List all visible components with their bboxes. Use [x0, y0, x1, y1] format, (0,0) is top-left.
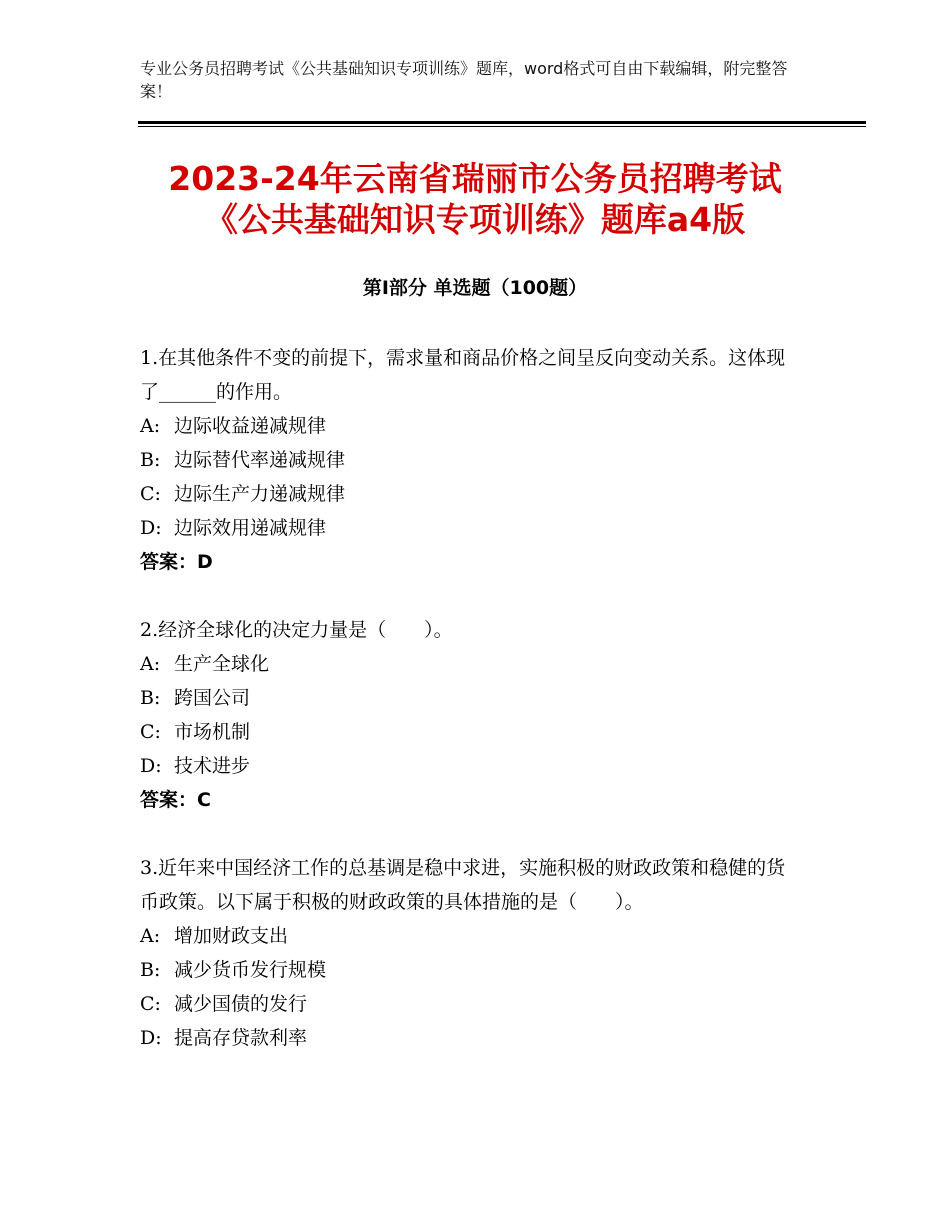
option-text: 市场机制	[174, 721, 251, 743]
header-divider-thick	[138, 121, 866, 124]
option-text: 减少国债的发行	[174, 993, 308, 1015]
section-title: 第Ⅰ部分 单选题（100题）	[362, 277, 588, 299]
option-key: A:	[140, 925, 161, 947]
document-title-line-2: 《公共基础知识专项训练》题库a4版	[204, 200, 746, 239]
option-text: 减少货币发行规模	[174, 959, 327, 981]
option-text: 边际收益递减规律	[174, 415, 327, 437]
option-text: 跨国公司	[174, 687, 251, 709]
option-key: D:	[140, 517, 162, 539]
option-d	[140, 749, 800, 783]
option-key: C:	[140, 721, 161, 743]
option-text: 边际替代率递减规律	[174, 449, 346, 471]
option-a	[140, 647, 800, 681]
option-a	[140, 409, 800, 443]
option-a	[140, 919, 800, 953]
option-c	[140, 715, 800, 749]
question-stem: 2.经济全球化的决定力量是（ ）。	[140, 619, 453, 641]
option-d	[140, 511, 800, 545]
header-note: 专业公务员招聘考试《公共基础知识专项训练》题库，word格式可自由下载编辑，附完整答案！	[140, 59, 788, 101]
question-stem: 1.在其他条件不变的前提下，需求量和商品价格之间呈反向变动关系。这体现了______的作用。	[140, 347, 786, 403]
document-title	[0, 158, 950, 240]
option-text: 提高存贷款利率	[174, 1027, 308, 1049]
header-divider-thin	[138, 126, 866, 127]
option-key: B:	[140, 959, 161, 981]
document-title-line-1: 2023-24年云南省瑞丽市公务员招聘考试	[168, 159, 782, 198]
option-key: B:	[140, 687, 161, 709]
option-text: 增加财政支出	[174, 925, 289, 947]
option-key: D:	[140, 755, 162, 777]
question-stem: 3.近年来中国经济工作的总基调是稳中求进，实施积极的财政政策和稳健的货币政策。以下属于积极的财政政策的具体措施的是（ ）。	[140, 857, 786, 913]
question-list	[140, 341, 800, 1089]
question-2	[140, 613, 800, 817]
answer-line: 答案：C	[140, 789, 211, 811]
question-3	[140, 851, 800, 1055]
option-d	[140, 1021, 800, 1055]
option-b	[140, 443, 800, 477]
option-key: A:	[140, 415, 161, 437]
option-text: 生产全球化	[174, 653, 270, 675]
question-1	[140, 341, 800, 579]
option-text: 边际效用递减规律	[174, 517, 327, 539]
option-b	[140, 681, 800, 715]
option-key: C:	[140, 993, 161, 1015]
option-b	[140, 953, 800, 987]
option-key: B:	[140, 449, 161, 471]
option-text: 技术进步	[174, 755, 251, 777]
option-key: A:	[140, 653, 161, 675]
option-c	[140, 477, 800, 511]
option-c	[140, 987, 800, 1021]
option-text: 边际生产力递减规律	[174, 483, 346, 505]
option-key: C:	[140, 483, 161, 505]
answer-line: 答案：D	[140, 551, 213, 573]
option-key: D:	[140, 1027, 162, 1049]
